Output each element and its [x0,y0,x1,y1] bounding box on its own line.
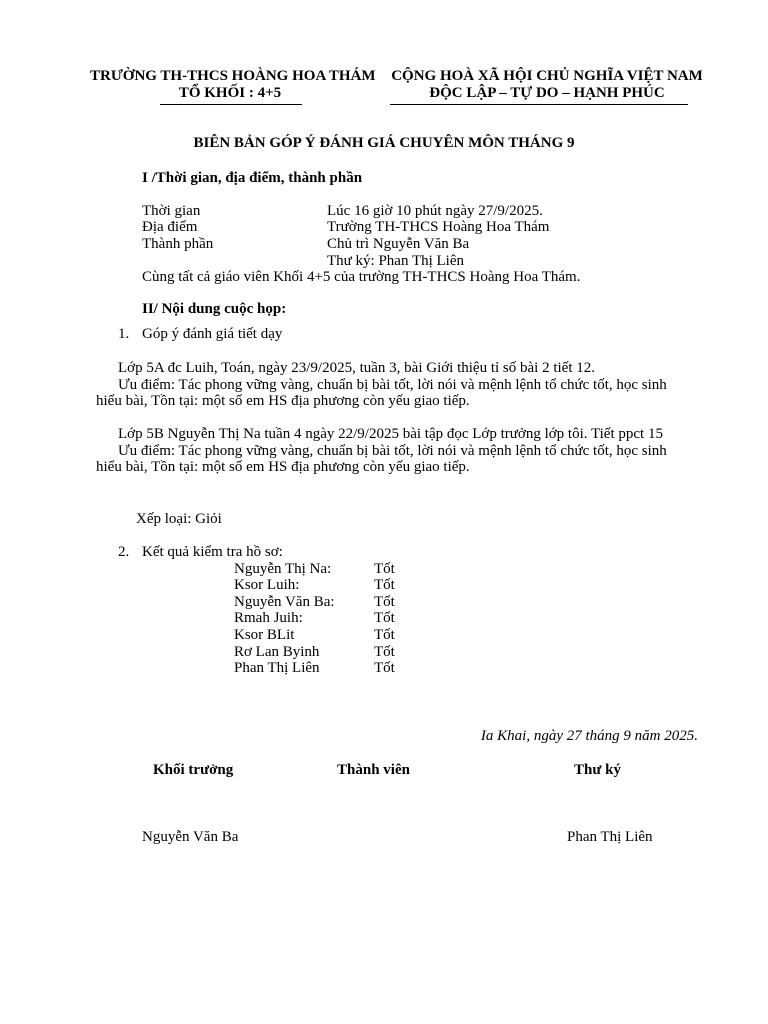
result-value: Tốt [374,627,395,643]
signature-role-member: Thành viên [337,762,410,778]
document-title: BIÊN BẢN GÓP Ý ĐÁNH GIÁ CHUYÊN MÔN THÁNG 9 [193,135,575,151]
participants-note: Cùng tất cả giáo viên Khối 4+5 của trường TH-THCS Hoàng Hoa Thám. [142,269,581,285]
result-name: Ksor BLit [234,627,295,643]
info-label-time: Thời gian [142,203,201,219]
info-value-time: Lúc 16 giờ 10 phút ngày 27/9/2025. [327,203,543,219]
result-name: Rơ Lan Byinh [234,644,320,660]
lesson2-strengths: Ưu điểm: Tác phong vững vàng, chuẩn bị bài tốt, lời nói và mệnh lệnh tổ chức tốt, học sinh [118,443,667,459]
result-value: Tốt [374,561,395,577]
result-name: Nguyễn Thị Na: [234,561,332,577]
lesson2-info: Lớp 5B Nguyễn Thị Na tuần 4 ngày 22/9/2025 bài tập đọc Lớp trưởng lớp tôi. Tiết ppct 15 [118,426,663,442]
header-left-underline [160,104,302,105]
result-value: Tốt [374,644,395,660]
signature-name-head: Nguyễn Văn Ba [142,829,239,845]
group-name: TỔ KHỐI : 4+5 [178,85,282,101]
item2-number: 2. [118,544,130,560]
item2-title: Kết quả kiểm tra hồ sơ: [142,544,283,560]
info-label-participants: Thành phần [142,236,214,252]
lesson1-info: Lớp 5A đc Luih, Toán, ngày 23/9/2025, tuần 3, bài Giới thiệu tỉ số bài 2 tiết 12. [118,360,595,376]
header-right-underline [390,104,688,105]
national-motto: ĐỘC LẬP – TỰ DO – HẠNH PHÚC [429,85,665,101]
national-title: CỘNG HOÀ XÃ HỘI CHỦ NGHĨA VIỆT NAM [391,68,703,84]
section2-heading: II/ Nội dung cuộc họp: [142,301,287,317]
result-name: Nguyễn Văn Ba: [234,594,335,610]
info-label-place: Địa điểm [142,219,198,235]
result-value: Tốt [374,577,395,593]
result-name: Ksor Luih: [234,577,300,593]
section1-heading: I /Thời gian, địa điểm, thành phần [142,170,363,186]
item1-number: 1. [118,326,130,342]
date-line: Ia Khai, ngày 27 tháng 9 năm 2025. [480,728,698,744]
result-value: Tốt [374,610,395,626]
lesson2-weaknesses: hiểu bài, Tồn tại: một số em HS địa phương còn yếu giao tiếp. [96,459,470,475]
info-value-chair: Chủ trì Nguyễn Văn Ba [327,236,470,252]
rating: Xếp loại: Giỏi [136,511,222,527]
signature-role-secretary: Thư ký [574,762,621,778]
result-name: Phan Thị Liên [234,660,320,676]
result-value: Tốt [374,660,395,676]
result-name: Rmah Juih: [234,610,303,626]
lesson1-weaknesses: hiểu bài, Tồn tại: một số em HS địa phương còn yếu giao tiếp. [96,393,470,409]
result-value: Tốt [374,594,395,610]
signature-role-head: Khối trưởng [153,762,234,778]
school-name: TRƯỜNG TH-THCS HOÀNG HOA THÁM [90,68,376,84]
signature-name-secretary: Phan Thị Liên [567,829,653,845]
info-value-place: Trường TH-THCS Hoàng Hoa Thám [327,219,550,235]
item1-title: Góp ý đánh giá tiết dạy [142,326,283,342]
lesson1-strengths: Ưu điểm: Tác phong vững vàng, chuẩn bị bài tốt, lời nói và mệnh lệnh tổ chức tốt, học sinh [118,377,667,393]
info-value-secretary: Thư ký: Phan Thị Liên [327,253,465,269]
